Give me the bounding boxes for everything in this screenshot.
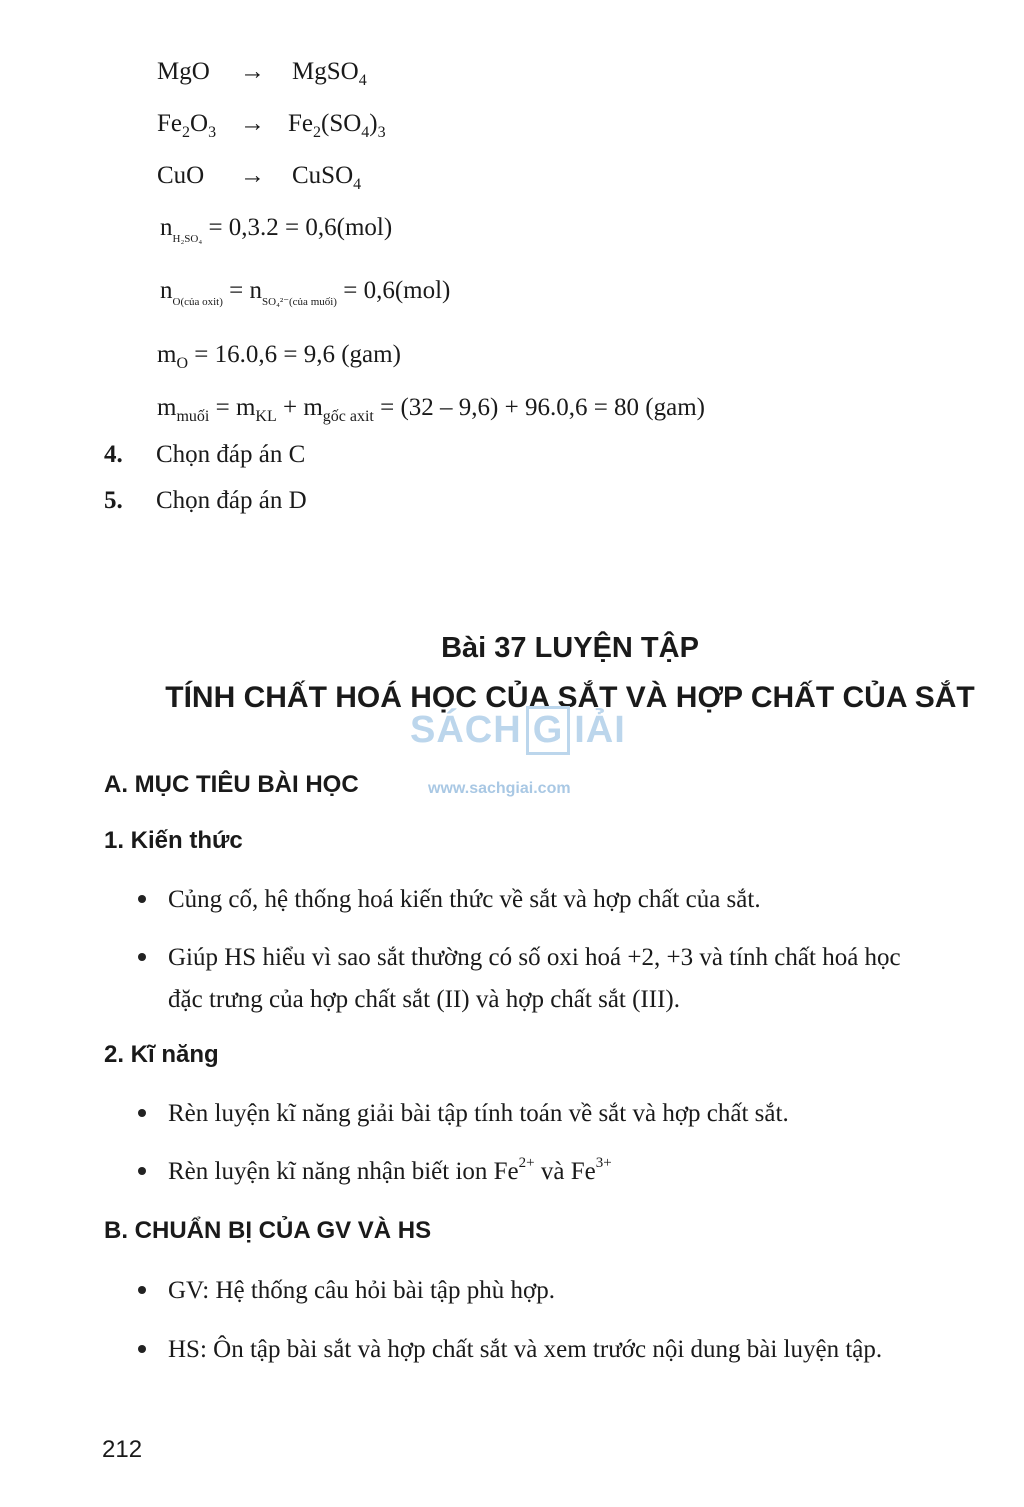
bullet-icon [138,1286,146,1294]
subsection-skills: 2. Kĩ năng [104,1041,219,1068]
list-item: Rèn luyện kĩ năng giải bài tập tính toán về sắt và hợp chất sắt. [138,1100,789,1128]
bullet-icon [138,1167,146,1175]
arrow-icon: → [240,162,265,189]
answer-4: 4. Chọn đáp án C [104,441,306,468]
arrow-icon: → [240,58,265,85]
list-item-continuation: đặc trưng của hợp chất sắt (II) và hợp chất sắt (III). [168,986,680,1013]
answer-5: 5. Chọn đáp án D [104,487,307,514]
equation-mgo [0,58,1024,92]
bullet-icon [138,1345,146,1353]
lesson-title: Bài 37 LUYỆN TẬP [441,632,699,664]
product: MgSO$_4$ [292,58,367,89]
list-item: HS: Ôn tập bài sắt và hợp chất sắt và xem trước nội dung bài luyện tập. [138,1336,882,1364]
subsection-knowledge: 1. Kiến thức [104,827,243,854]
section-b-heading: B. CHUẨN BỊ CỦA GV VÀ HS [104,1217,432,1244]
reactant: $Fe_2O_3$ [157,110,217,141]
section-a-heading: A. MỤC TIÊU BÀI HỌC [104,771,359,798]
equation-m-o: $m_O = 16.0,6 = 9,6$ (gam) [157,341,401,372]
page-number: 212 [102,1436,143,1463]
equation-n-h2so4: $n_{H_2SO_4} = 0,3.2 = 0,6(mol)$ [160,214,393,245]
bullet-icon [138,895,146,903]
list-item: Giúp HS hiểu vì sao sắt thường có số oxi hoá +2, +3 và tính chất hoá học [138,944,901,972]
equation-m-salt: $m_{muối} = m_{KL} + m_{gốc axit} = (32 - 9,6) + 96.0,6 = 80$ (gam) [157,394,705,425]
list-item: Rèn luyện kĩ năng nhận biết ion $Fe^{2+}$ và $Fe^{3+}$ [138,1158,612,1186]
reactant: MgO [157,58,210,85]
product: $Fe_2(SO_4)_3$ [288,110,386,141]
watermark-logo: SÁCH G IẢI [410,706,626,755]
list-item: GV: Hệ thống câu hỏi bài tập phù hợp. [138,1277,555,1305]
equation-cuo [0,162,1024,196]
equation-n-oxide: $n_{O(của oxit)} = n_{SO_4^{2-}(của muối)} = 0,6(mol)$ [160,277,451,308]
list-item: Củng cố, hệ thống hoá kiến thức về sắt và hợp chất của sắt. [138,886,761,914]
arrow-icon: → [240,110,265,137]
product: CuSO$_4$ [292,162,362,193]
bullet-icon [138,1109,146,1117]
equation-fe2o3 [0,110,1024,144]
watermark-url: www.sachgiai.com [428,780,571,797]
lesson-subtitle: TÍNH CHẤT HOÁ HỌC CỦA SẮT VÀ HỢP CHẤT CỦA SẮT [165,681,975,714]
bullet-icon [138,953,146,961]
reactant: CuO [157,162,205,189]
